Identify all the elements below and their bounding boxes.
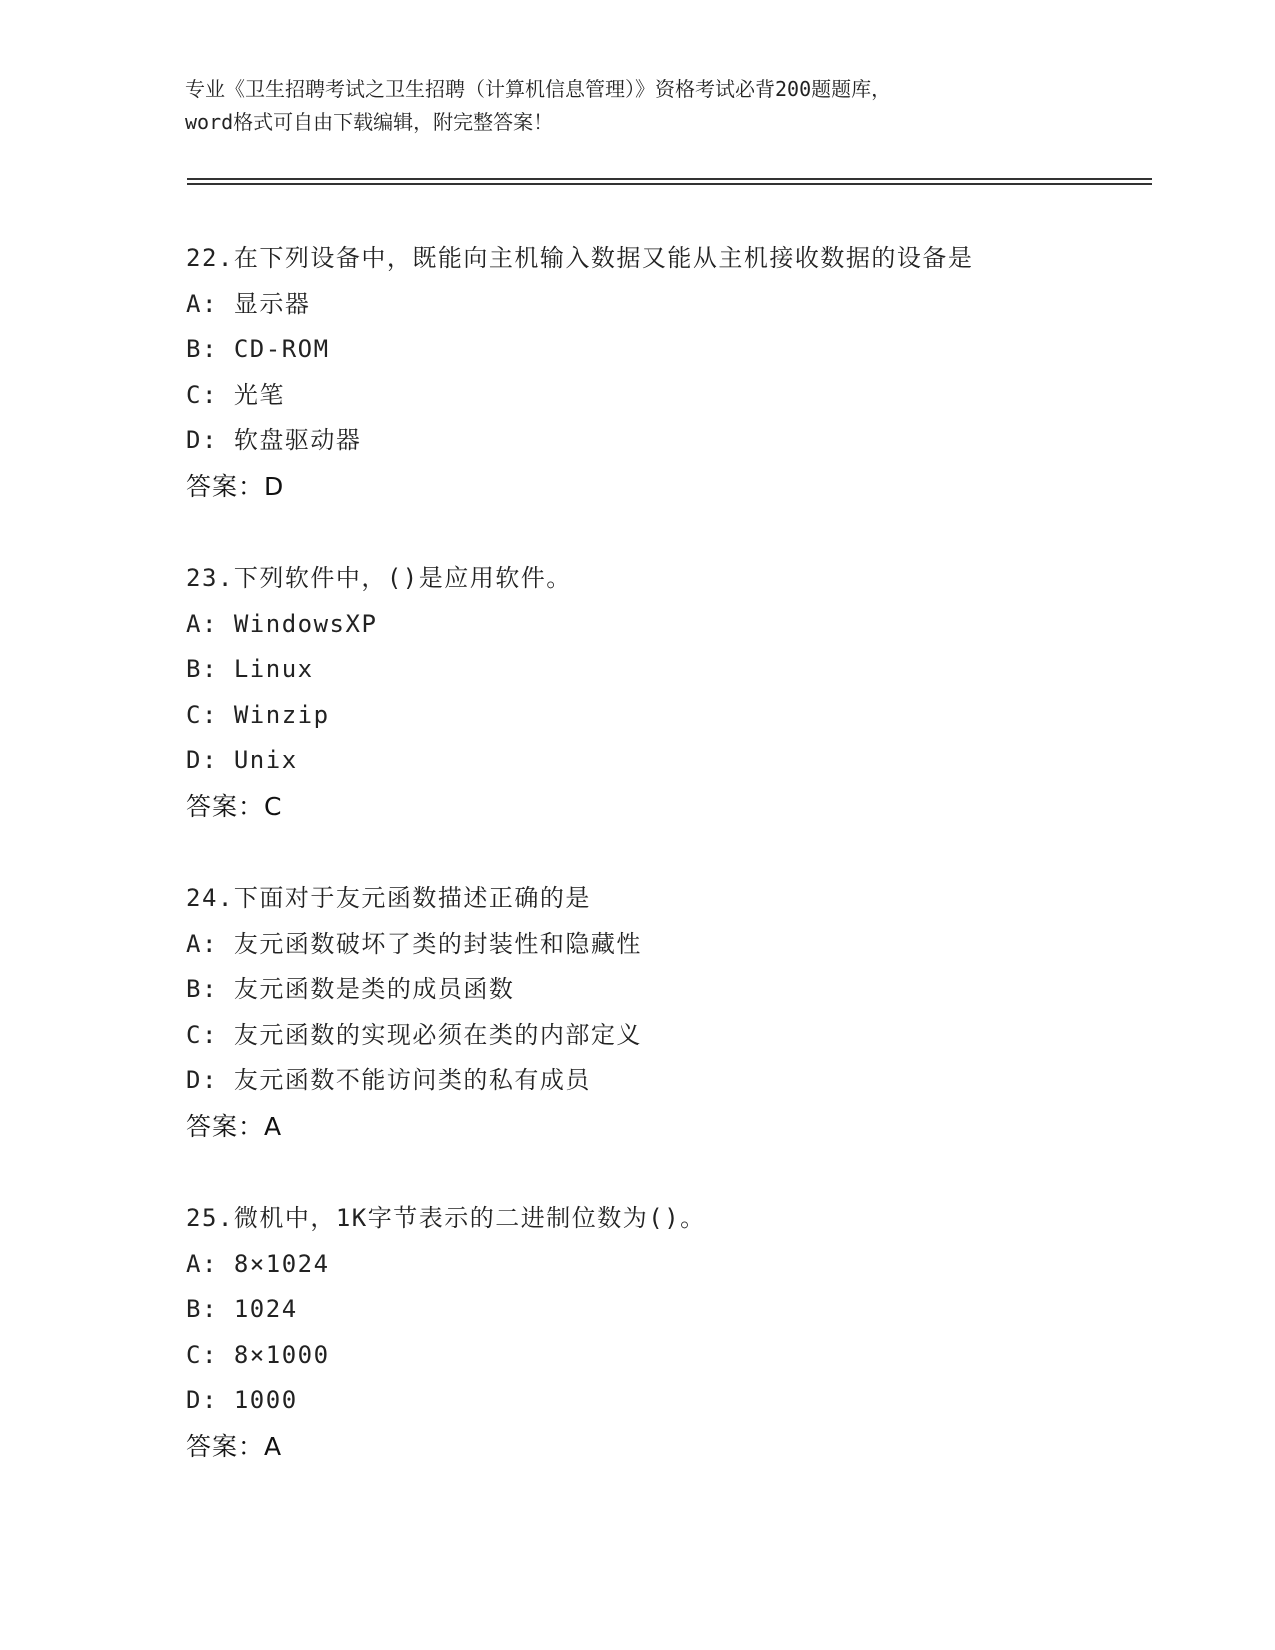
question-stem: 23.下列软件中，()是应用软件。 (186, 564, 572, 592)
question-24 (186, 876, 1186, 1196)
option-c: C: Winzip (186, 700, 330, 729)
option-d: D: 友元函数不能访问类的私有成员 (186, 1066, 591, 1094)
option-a: A: 友元函数破坏了类的封装性和隐藏性 (186, 929, 642, 958)
document-header (185, 73, 1105, 139)
answer-line: 答案：D (186, 471, 285, 501)
question-stem: 24.下面对于友元函数描述正确的是 (186, 884, 591, 912)
question-list (186, 236, 1186, 1516)
option-b: B: 友元函数是类的成员函数 (186, 975, 515, 1003)
question-stem: 25.微机中，1K字节表示的二进制位数为()。 (186, 1204, 706, 1232)
option-c: C: 友元函数的实现必须在类的内部定义 (186, 1020, 642, 1049)
option-c: C: 8×1000 (186, 1340, 330, 1369)
option-b: B: CD-ROM (186, 335, 330, 363)
question-22 (186, 236, 1186, 556)
answer-line: 答案：A (186, 1431, 283, 1461)
option-d: D: Unix (186, 746, 298, 774)
option-d: D: 1000 (186, 1386, 298, 1414)
option-d: D: 软盘驱动器 (186, 426, 362, 454)
option-a: A: 显示器 (186, 289, 311, 318)
answer-line: 答案：C (186, 791, 283, 821)
header-divider-bottom (187, 183, 1152, 185)
answer-line: 答案：A (186, 1111, 283, 1141)
option-b: B: 1024 (186, 1295, 298, 1323)
option-c: C: 光笔 (186, 380, 285, 409)
header-line-1: 专业《卫生招聘考试之卫生招聘（计算机信息管理）》资格考试必背200题题库， (185, 77, 892, 101)
question-25 (186, 1196, 1186, 1516)
option-b: B: Linux (186, 655, 314, 683)
question-23 (186, 556, 1186, 876)
question-stem: 22.在下列设备中，既能向主机输入数据又能从主机接收数据的设备是 (186, 244, 974, 272)
option-a: A: 8×1024 (186, 1249, 330, 1278)
header-divider-top (187, 178, 1152, 180)
header-line-2: word格式可自由下载编辑，附完整答案！ (185, 110, 554, 134)
option-a: A: WindowsXP (186, 609, 378, 638)
